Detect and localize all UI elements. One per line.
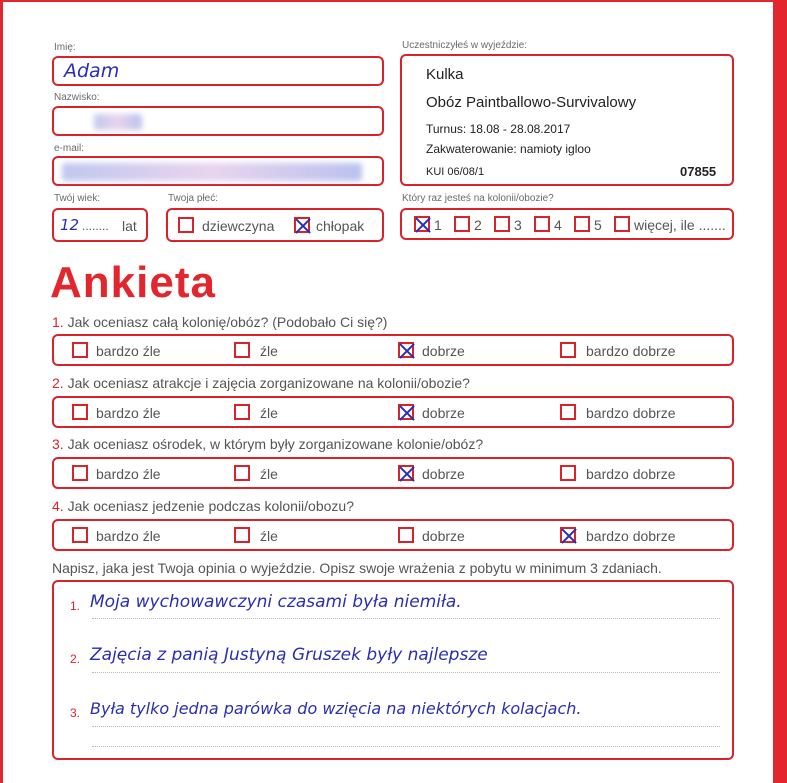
opinion-line-1-num: 1. [70, 599, 81, 613]
q4-very-bad-checkbox[interactable] [72, 527, 88, 543]
survey-title: Ankieta [50, 258, 216, 307]
age-dots: ........ [82, 219, 109, 233]
q1-very-bad-checkbox[interactable] [72, 342, 88, 358]
q3-very-good-checkbox[interactable] [560, 465, 576, 481]
opinion-prompt: Napisz, jaka jest Twoja opinia o wyjeździe. Opisz swoje wrażenia z pobytu w minimum 3 zdaniach. [52, 560, 662, 576]
q4-very-good-label: bardzo dobrze [586, 528, 676, 544]
trip-number: 07855 [680, 164, 717, 179]
question-2-text: Jak oceniasz atrakcje i zajęcia zorganizowane na kolonii/obozie? [63, 375, 470, 391]
opinion-line-4-rule [92, 746, 720, 747]
opinion-line-2-number [70, 652, 80, 666]
q1-very-bad-label: bardzo źle [96, 343, 161, 359]
q4-bad-label: źle [260, 528, 278, 544]
male-label: chłopak [316, 218, 365, 234]
times-2-label: 2 [474, 217, 482, 233]
q1-very-good-label: bardzo dobrze [586, 343, 676, 359]
q2-good-label: dobrze [422, 405, 465, 421]
surname-redacted [94, 114, 142, 130]
q2-very-bad-checkbox[interactable] [72, 404, 88, 420]
female-label: dziewczyna [202, 218, 275, 234]
q2-very-bad-label: bardzo źle [96, 405, 161, 421]
age-value: 12 [60, 216, 80, 234]
times-3-label: 3 [514, 217, 522, 233]
times-more-label: więcej, ile ....... [634, 217, 726, 233]
q3-very-good-label: bardzo dobrze [586, 466, 676, 482]
opinion-line-3-rule [92, 726, 720, 727]
question-1-options [52, 334, 734, 366]
question-1 [52, 314, 387, 330]
times-5-label: 5 [594, 217, 602, 233]
question-2 [52, 375, 470, 391]
q2-bad-label: źle [260, 405, 278, 421]
question-2-number: 2. [52, 375, 64, 391]
q2-good-checkbox-checked[interactable] [398, 404, 414, 420]
q4-bad-checkbox[interactable] [234, 527, 250, 543]
q3-very-bad-label: bardzo źle [96, 466, 161, 482]
times-label: Który raz jesteś na kolonii/obozie? [402, 193, 554, 204]
email-label: e-mail: [54, 143, 85, 154]
q4-very-good-checkbox-checked[interactable] [560, 527, 576, 543]
q3-bad-checkbox[interactable] [234, 465, 250, 481]
surname-label: Nazwisko: [54, 92, 100, 103]
accommodation: Zakwaterowanie: namioty igloo [426, 142, 591, 156]
times-1-checkbox-checked[interactable] [414, 216, 430, 232]
name-value: Adam [64, 60, 120, 82]
trip-label: Uczestniczyłeś w wyjeździe: [402, 40, 528, 51]
times-5-checkbox[interactable] [574, 216, 590, 232]
opinion-line-3-number [70, 706, 80, 720]
q2-very-good-checkbox[interactable] [560, 404, 576, 420]
times-1-label: 1 [434, 217, 442, 233]
opinion-line-2-rule [92, 672, 720, 673]
q4-good-checkbox[interactable] [398, 527, 414, 543]
opinion-line-1-rule [92, 618, 720, 619]
question-4-number: 4. [52, 498, 64, 514]
turnus: Turnus: 18.08 - 28.08.2017 [426, 122, 571, 136]
question-1-text: Jak oceniasz całą kolonię/obóz? (Podobało Ci się?) [63, 314, 388, 330]
question-3 [52, 436, 483, 452]
q1-very-good-checkbox[interactable] [560, 342, 576, 358]
age-unit: lat [122, 218, 137, 234]
opinion-line-3-text: Była tylko jedna parówka do wzięcia na niektórych kolacjach. [90, 699, 582, 718]
q1-good-checkbox-checked[interactable] [398, 342, 414, 358]
q3-very-bad-checkbox[interactable] [72, 465, 88, 481]
email-field[interactable] [52, 156, 384, 186]
opinion-line-2-num: 2. [70, 652, 81, 666]
q4-very-bad-label: bardzo źle [96, 528, 161, 544]
question-2-options [52, 396, 734, 428]
trip-box [400, 54, 734, 186]
question-4-text: Jak oceniasz jedzenie podczas kolonii/obozu? [63, 498, 354, 514]
name-label: Imię: [54, 42, 76, 53]
q3-good-label: dobrze [422, 466, 465, 482]
female-checkbox[interactable] [178, 217, 194, 233]
q3-good-checkbox-checked[interactable] [398, 465, 414, 481]
times-2-checkbox[interactable] [454, 216, 470, 232]
opinion-line-2-text: Zajęcia z panią Justyną Gruszek były najlepsze [90, 645, 488, 665]
q1-good-label: dobrze [422, 343, 465, 359]
question-4-options [52, 519, 734, 551]
q2-bad-checkbox[interactable] [234, 404, 250, 420]
opinion-line-1-text: Moja wychowawczyni czasami była niemiła. [90, 592, 462, 612]
q4-good-label: dobrze [422, 528, 465, 544]
trip-name: Kulka [426, 66, 464, 83]
surname-field[interactable] [52, 106, 384, 136]
q2-very-good-label: bardzo dobrze [586, 405, 676, 421]
age-field[interactable] [52, 208, 148, 242]
times-3-checkbox[interactable] [494, 216, 510, 232]
q1-bad-label: źle [260, 343, 278, 359]
email-redacted [62, 163, 362, 181]
times-4-label: 4 [554, 217, 562, 233]
question-1-number: 1. [52, 314, 64, 330]
question-4 [52, 498, 354, 514]
times-more-checkbox[interactable] [614, 216, 630, 232]
times-field [400, 208, 734, 240]
gender-label: Twoja płeć: [168, 193, 219, 204]
age-label: Twój wiek: [54, 193, 101, 204]
question-3-text: Jak oceniasz ośrodek, w którym były zorganizowane kolonie/obóz? [63, 436, 484, 452]
trip-code: KUI 06/08/1 [426, 166, 485, 178]
times-4-checkbox[interactable] [534, 216, 550, 232]
q3-bad-label: źle [260, 466, 278, 482]
opinion-line-1-number [70, 599, 80, 613]
opinion-line-3-num: 3. [70, 706, 81, 720]
question-3-options [52, 457, 734, 489]
male-checkbox-checked[interactable] [294, 217, 310, 233]
q1-bad-checkbox[interactable] [234, 342, 250, 358]
gender-field [166, 208, 384, 242]
name-field[interactable] [52, 56, 384, 86]
question-3-number: 3. [52, 436, 64, 452]
camp-name: Obóz Paintballowo-Survivalowy [426, 94, 637, 111]
